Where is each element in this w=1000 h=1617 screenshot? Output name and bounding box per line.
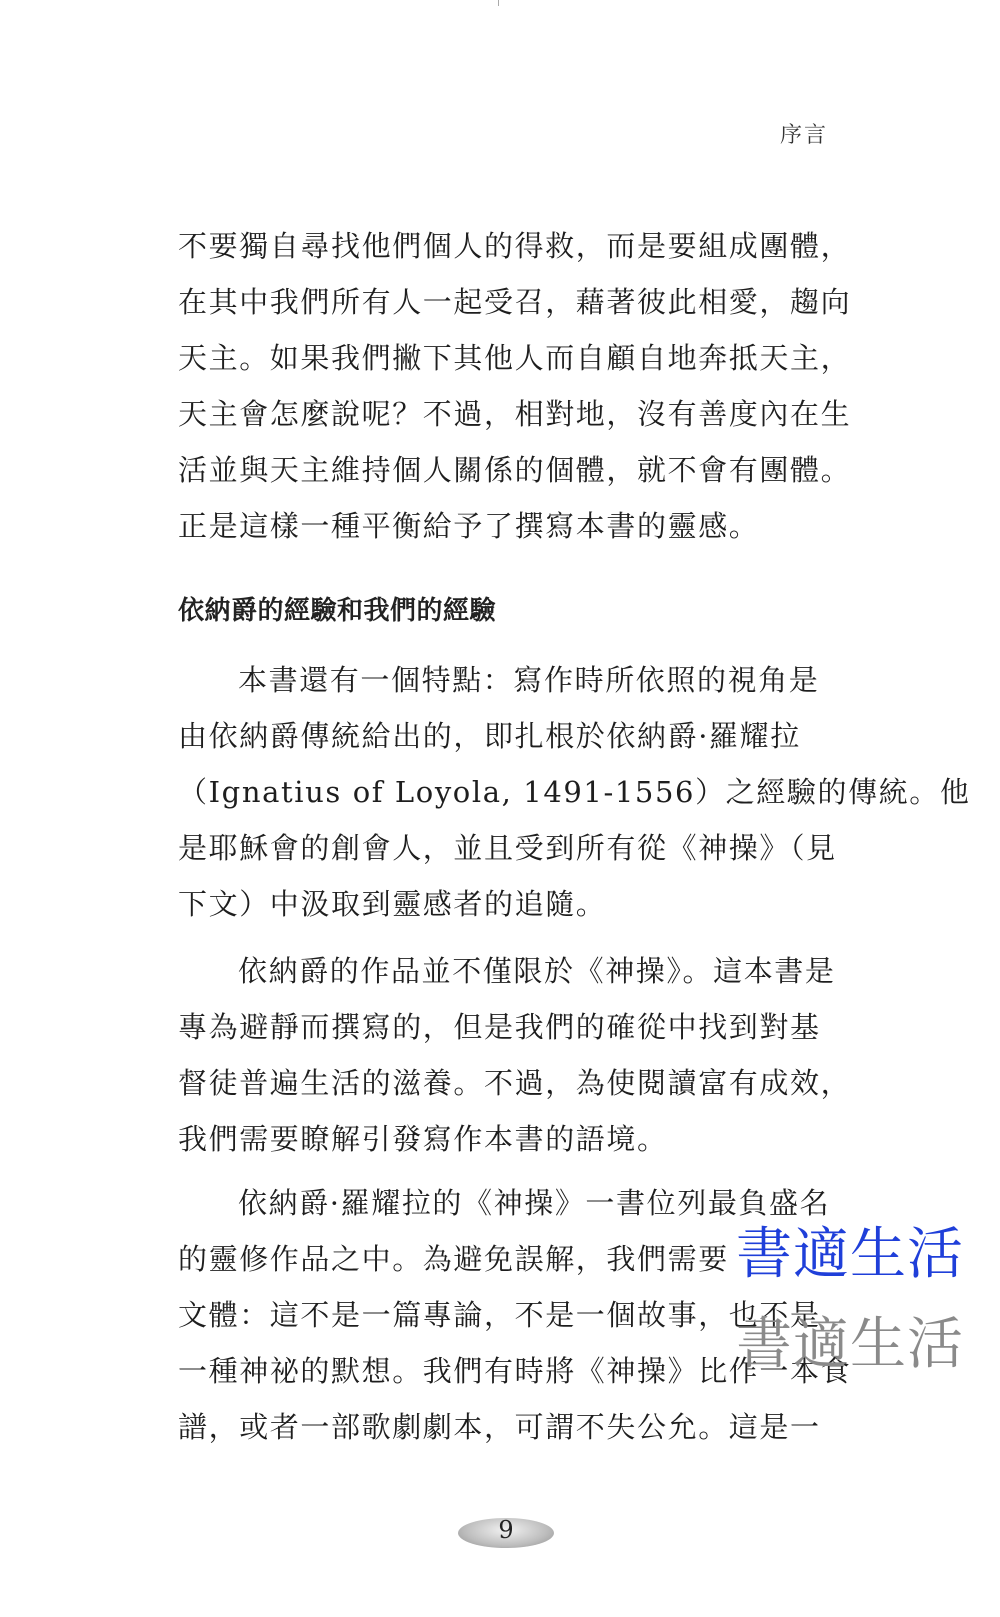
text-line: （Ignatius of Loyola, 1491-1556）之經驗的傳統。他	[178, 775, 971, 809]
section-heading: 依納爵的經驗和我們的經驗	[178, 596, 497, 626]
text-line: 活並與天主維持個人關係的個體，就不會有團體。	[178, 453, 852, 487]
watermark-grey: 書適生活	[736, 1312, 964, 1377]
text-line: 是耶穌會的創會人，並且受到所有從《神操》（見	[178, 831, 837, 865]
text-line: 專為避靜而撰寫的，但是我們的確從中找到對基	[178, 1010, 821, 1044]
paragraph-1	[178, 218, 850, 554]
paragraph-2	[178, 652, 971, 932]
text-line: 在其中我們所有人一起受召，藉著彼此相愛，趨向	[178, 285, 852, 319]
text-line: 下文）中汲取到靈感者的追隨。	[178, 887, 607, 921]
text-line: 督徒普遍生活的滋養。不過，為使閱讀富有成效，	[178, 1066, 852, 1100]
text-line: 由依納爵傳統給出的，即扎根於依納爵·羅耀拉	[178, 719, 801, 753]
text-line: 我們需要瞭解引發寫作本書的語境。	[178, 1122, 668, 1156]
text-line: 本書還有一個特點：寫作時所依照的視角是	[238, 663, 820, 697]
text-line: 依納爵的作品並不僅限於《神操》。這本書是	[238, 954, 836, 988]
watermark-blue: 書適生活	[736, 1222, 964, 1287]
paragraph-3	[178, 943, 850, 1167]
text-line: 不要獨自尋找他們個人的得救，而是要組成團體，	[178, 229, 852, 263]
text-line: 一種神祕的默想。我們有時將《神操》比作一本食	[178, 1354, 852, 1388]
page-number-badge	[458, 1512, 554, 1552]
running-head: 序言	[779, 123, 828, 148]
text-line: 的靈修作品之中。為避免誤解，我們需要	[178, 1242, 729, 1276]
text-line: 天主會怎麼說呢？不過，相對地，沒有善度內在生	[178, 397, 852, 431]
text-line: 天主。如果我們撇下其他人而自顧自地奔抵天主，	[178, 341, 852, 375]
text-line: 譜，或者一部歌劇劇本，可謂不失公允。這是一	[178, 1410, 821, 1444]
text-line: 依納爵·羅耀拉的《神操》一書位列最負盛名	[238, 1186, 831, 1220]
page-number: 9	[498, 1516, 514, 1544]
text-line: 正是這樣一種平衡給予了撰寫本書的靈感。	[178, 509, 760, 543]
text-line: 文體：這不是一篇專論，不是一個故事，也不是	[178, 1298, 821, 1332]
page-top-mark	[498, 0, 499, 6]
